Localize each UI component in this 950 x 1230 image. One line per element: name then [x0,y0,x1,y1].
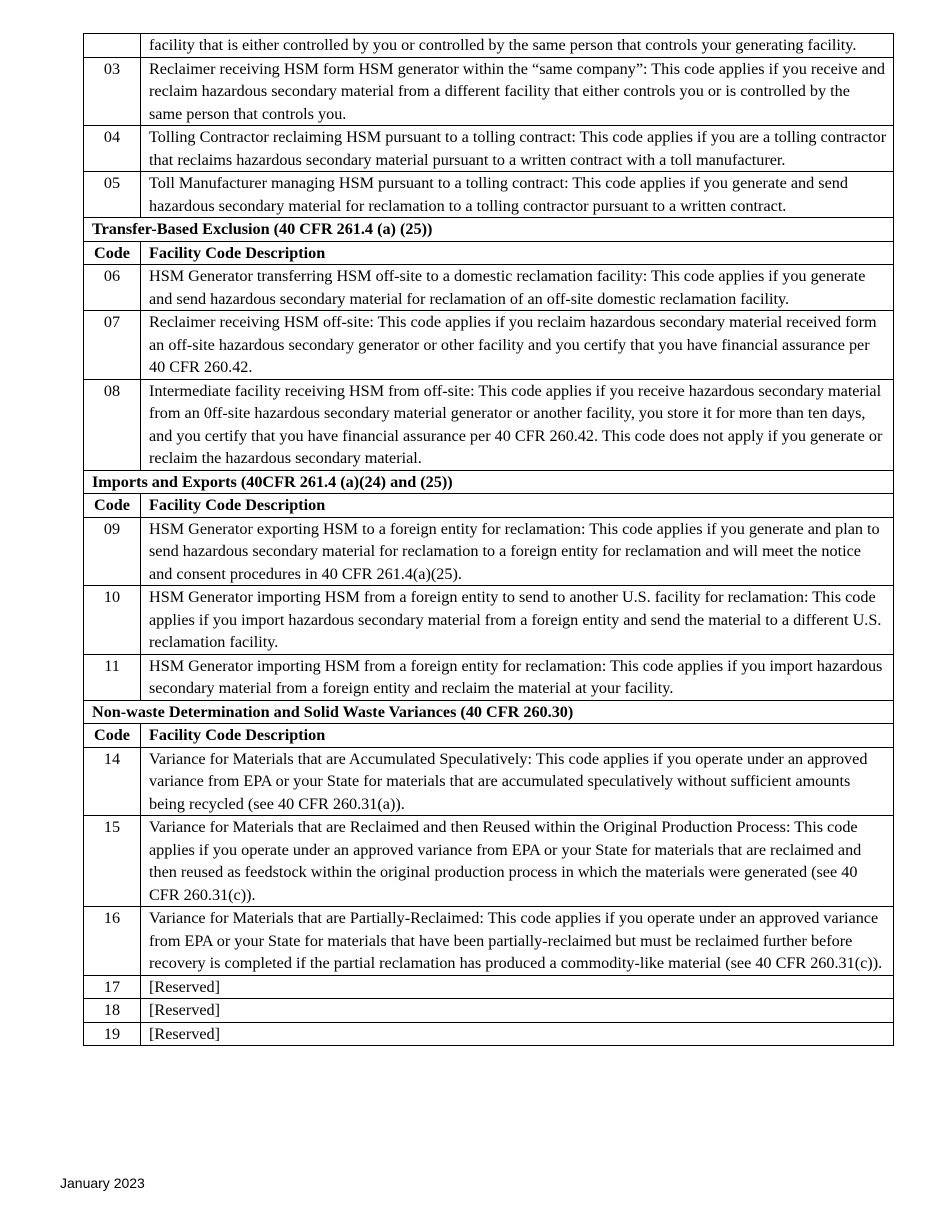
description-cell: facility that is either controlled by you or controlled by the same person that controls your generating facility. [141,34,894,58]
section-title: Imports and Exports (40CFR 261.4 (a)(24) and (25)) [84,470,894,494]
description-column-header: Facility Code Description [141,724,894,748]
description-cell: HSM Generator transferring HSM off-site to a domestic reclamation facility: This code applies if you generate and send hazardous secondary material for reclamation of an off-site domestic reclamation facility. [141,265,894,311]
code-column-header: Code [84,241,141,265]
description-cell: [Reserved] [141,999,894,1023]
table-row [84,517,894,586]
code-cell: 05 [84,172,141,218]
table-row [84,747,894,816]
column-header-row [84,724,894,748]
code-cell: 15 [84,816,141,907]
code-cell: 09 [84,517,141,586]
code-cell: 07 [84,311,141,380]
table-row [84,654,894,700]
code-cell: 03 [84,57,141,126]
facility-code-table [83,33,894,1046]
code-cell: 08 [84,379,141,470]
description-cell: [Reserved] [141,975,894,999]
footer-date: January 2023 [60,1175,145,1191]
table-row [84,1022,894,1046]
code-cell: 14 [84,747,141,816]
code-cell: 17 [84,975,141,999]
table-row [84,586,894,655]
code-cell: 04 [84,126,141,172]
column-header-row [84,494,894,518]
description-cell: Variance for Materials that are Partially-Reclaimed: This code applies if you operate under an approved variance from EPA or your State for materials that have been partially-reclaimed but must be reclaimed further before recovery is completed if the partial reclamation has produced a commodity-like material (see 40 CFR 260.31(c)). [141,907,894,976]
description-cell: Toll Manufacturer managing HSM pursuant to a tolling contract: This code applies if you generate and send hazardous secondary material for reclamation to a tolling contractor pursuant to a written contract. [141,172,894,218]
table-row [84,172,894,218]
code-cell: 11 [84,654,141,700]
code-column-header: Code [84,724,141,748]
section-heading-row [84,700,894,724]
section-title: Transfer-Based Exclusion (40 CFR 261.4 (a) (25)) [84,218,894,242]
section-title: Non-waste Determination and Solid Waste Variances (40 CFR 260.30) [84,700,894,724]
code-column-header: Code [84,494,141,518]
table-row [84,311,894,380]
description-cell: Variance for Materials that are Accumulated Speculatively: This code applies if you operate under an approved variance from EPA or your State for materials that are accumulated speculatively without sufficient amounts being recycled (see 40 CFR 260.31(a)). [141,747,894,816]
description-cell: Reclaimer receiving HSM off-site: This code applies if you reclaim hazardous secondary material received form an off-site hazardous secondary generator or other facility and you certify that you have financial assurance per 40 CFR 260.42. [141,311,894,380]
description-column-header: Facility Code Description [141,241,894,265]
table-row [84,816,894,907]
code-cell: 10 [84,586,141,655]
description-cell: Tolling Contractor reclaiming HSM pursuant to a tolling contract: This code applies if you are a tolling contractor that reclaims hazardous secondary material pursuant to a written contract with a toll manufacturer. [141,126,894,172]
table-row [84,999,894,1023]
description-cell: HSM Generator exporting HSM to a foreign entity for reclamation: This code applies if you generate and plan to send hazardous secondary material for reclamation to a foreign entity for reclamation and will meet the notice and consent procedures in 40 CFR 261.4(a)(25). [141,517,894,586]
description-cell: Variance for Materials that are Reclaimed and then Reused within the Original Production Process: This code applies if you operate under an approved variance from EPA or your State for materials that are reclaimed and then reused as feedstock within the original production process in which the materials were generated (see 40 CFR 260.31(c)). [141,816,894,907]
description-column-header: Facility Code Description [141,494,894,518]
section-heading-row [84,218,894,242]
table-row [84,34,894,58]
description-cell: Reclaimer receiving HSM form HSM generator within the “same company”: This code applies if you receive and reclaim hazardous secondary material from a different facility that either controls you or is controlled by the same person that controls you. [141,57,894,126]
description-cell: Intermediate facility receiving HSM from off-site: This code applies if you receive hazardous secondary material from an 0ff-site hazardous secondary material generator or another facility, you store it for more than ten days, and you certify that you have financial assurance per 40 CFR 260.42. This code does not apply if you generate or reclaim the hazardous secondary material. [141,379,894,470]
description-cell: [Reserved] [141,1022,894,1046]
table-row [84,907,894,976]
column-header-row [84,241,894,265]
table-row [84,975,894,999]
table-row [84,379,894,470]
table-row [84,57,894,126]
table-row [84,265,894,311]
code-cell: 06 [84,265,141,311]
table-row [84,126,894,172]
code-cell: 16 [84,907,141,976]
code-cell [84,34,141,58]
description-cell: HSM Generator importing HSM from a foreign entity to send to another U.S. facility for reclamation: This code applies if you import hazardous secondary material from a foreign entity and send the material to a different U.S. reclamation facility. [141,586,894,655]
section-heading-row [84,470,894,494]
description-cell: HSM Generator importing HSM from a foreign entity for reclamation: This code applies if you import hazardous secondary material from a foreign entity and reclaim the material at your facility. [141,654,894,700]
code-cell: 18 [84,999,141,1023]
code-cell: 19 [84,1022,141,1046]
